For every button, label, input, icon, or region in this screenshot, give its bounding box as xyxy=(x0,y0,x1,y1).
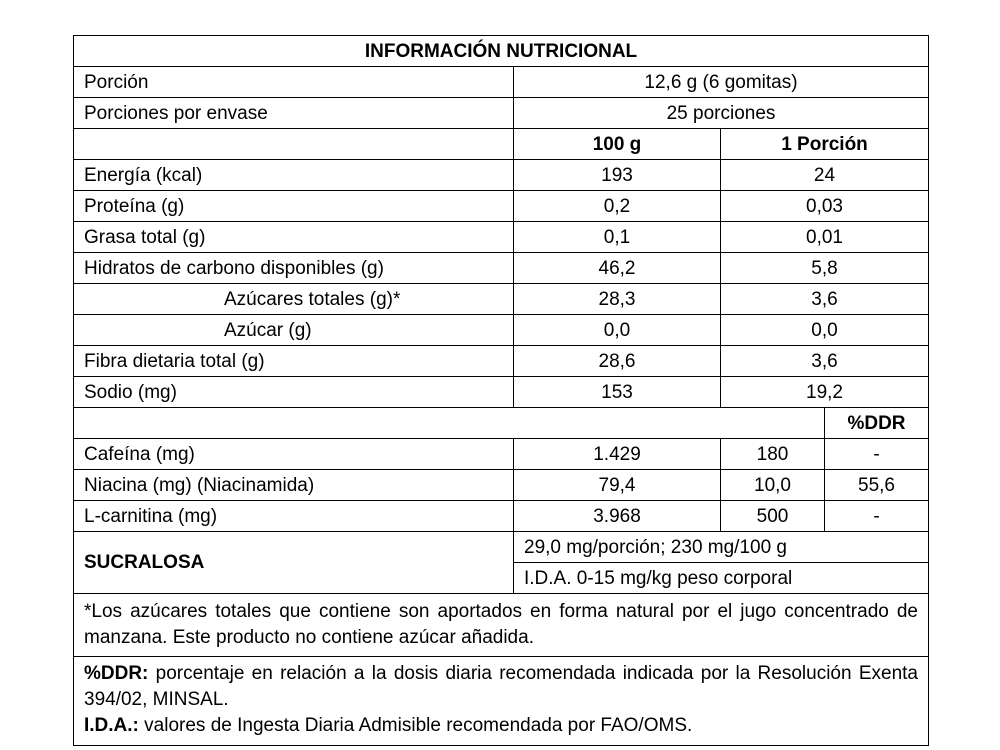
extra-per-portion: 180 xyxy=(721,439,825,470)
nutrient-per-portion: 19,2 xyxy=(721,377,929,408)
table-row xyxy=(74,315,929,346)
nutrient-per100: 0,1 xyxy=(514,222,721,253)
extra-label: L-carnitina (mg) xyxy=(74,501,514,532)
nutrient-label: Azúcar (g) xyxy=(74,315,514,346)
extra-per100: 3.968 xyxy=(514,501,721,532)
table-row xyxy=(74,191,929,222)
table-row xyxy=(74,377,929,408)
nutrient-label: Energía (kcal) xyxy=(74,160,514,191)
table-row xyxy=(74,222,929,253)
table-row xyxy=(74,160,929,191)
extra-ddr: 55,6 xyxy=(825,470,929,501)
nutrient-per-portion: 24 xyxy=(721,160,929,191)
sucralosa-row xyxy=(74,532,929,563)
portion-row xyxy=(74,67,929,98)
header-per-portion: 1 Porción xyxy=(721,129,929,160)
table-row xyxy=(74,439,929,470)
nutrient-per100: 0,0 xyxy=(514,315,721,346)
sugar-note-row xyxy=(74,594,929,657)
table-row xyxy=(74,253,929,284)
table-row xyxy=(74,346,929,377)
nutrient-label: Hidratos de carbono disponibles (g) xyxy=(74,253,514,284)
nutrient-per100: 28,6 xyxy=(514,346,721,377)
extra-per100: 1.429 xyxy=(514,439,721,470)
portion-label: Porción xyxy=(74,67,514,98)
column-header-row xyxy=(74,129,929,160)
table-row xyxy=(74,284,929,315)
nutrient-per100: 153 xyxy=(514,377,721,408)
nutrient-per-portion: 0,0 xyxy=(721,315,929,346)
nutrient-label: Fibra dietaria total (g) xyxy=(74,346,514,377)
nutrition-facts-table xyxy=(73,35,929,746)
ddr-definition xyxy=(84,661,918,713)
nutrient-label: Grasa total (g) xyxy=(74,222,514,253)
header-ddr: %DDR xyxy=(825,408,929,439)
nutrient-label: Sodio (mg) xyxy=(74,377,514,408)
extra-label: Niacina (mg) (Niacinamida) xyxy=(74,470,514,501)
sucralosa-ida: I.D.A. 0-15 mg/kg peso corporal xyxy=(514,563,929,594)
extra-per100: 79,4 xyxy=(514,470,721,501)
sucralosa-label: SUCRALOSA xyxy=(74,532,514,594)
portion-value: 12,6 g (6 gomitas) xyxy=(514,67,929,98)
table-row xyxy=(74,501,929,532)
table-title: INFORMACIÓN NUTRICIONAL xyxy=(74,36,929,67)
empty-header-cell xyxy=(74,408,825,439)
nutrient-per100: 46,2 xyxy=(514,253,721,284)
servings-label: Porciones por envase xyxy=(74,98,514,129)
definitions-row xyxy=(74,657,929,746)
ddr-term: %DDR: xyxy=(84,663,149,684)
table-row xyxy=(74,470,929,501)
ida-text: valores de Ingesta Diaria Admisible recomendada por FAO/OMS. xyxy=(144,715,693,736)
servings-row xyxy=(74,98,929,129)
nutrient-per-portion: 3,6 xyxy=(721,346,929,377)
extra-per-portion: 10,0 xyxy=(721,470,825,501)
nutrient-per-portion: 3,6 xyxy=(721,284,929,315)
nutrient-label: Proteína (g) xyxy=(74,191,514,222)
definitions-cell xyxy=(74,657,929,746)
sucralosa-amount: 29,0 mg/porción; 230 mg/100 g xyxy=(514,532,929,563)
nutrient-per-portion: 5,8 xyxy=(721,253,929,284)
servings-value: 25 porciones xyxy=(514,98,929,129)
extra-ddr: - xyxy=(825,439,929,470)
ddr-header-row xyxy=(74,408,929,439)
title-row xyxy=(74,36,929,67)
extra-ddr: - xyxy=(825,501,929,532)
header-per-100g: 100 g xyxy=(514,129,721,160)
nutrient-per100: 0,2 xyxy=(514,191,721,222)
nutrient-per-portion: 0,03 xyxy=(721,191,929,222)
nutrient-per100: 193 xyxy=(514,160,721,191)
nutrient-per-portion: 0,01 xyxy=(721,222,929,253)
ida-term: I.D.A.: xyxy=(84,715,139,736)
empty-header-cell xyxy=(74,129,514,160)
nutrient-label: Azúcares totales (g)* xyxy=(74,284,514,315)
sugar-footnote: *Los azúcares totales que contiene son aportados en forma natural por el jugo concentrado de manzana. Este producto no contiene azúcar añadida. xyxy=(74,594,929,657)
ida-definition xyxy=(84,713,918,739)
extra-per-portion: 500 xyxy=(721,501,825,532)
extra-label: Cafeína (mg) xyxy=(74,439,514,470)
nutrient-per100: 28,3 xyxy=(514,284,721,315)
ddr-text: porcentaje en relación a la dosis diaria recomendada indicada por la Resolución Exenta 394/02, MINSAL. xyxy=(84,663,918,710)
